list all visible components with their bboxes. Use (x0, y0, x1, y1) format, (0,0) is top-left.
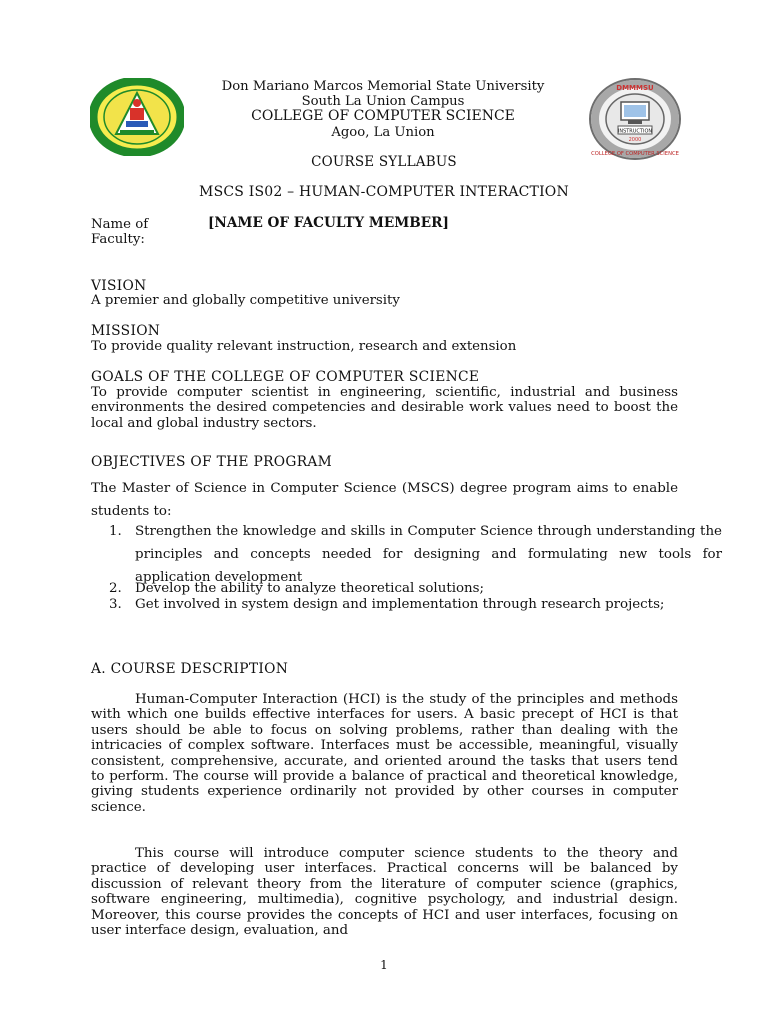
course-description-paragraph-2: This course will introduce computer science students to the theory and practice of developing user interfaces. Practical concerns will be balanced by discussion of relevant theory from the literature of computer science (graphics, software engineering, multimedia), cognitive psychology, and industrial design. Moreover, this course provides the concepts of HCI and user interfaces, focusing on user interface design, evaluation, and (91, 846, 678, 939)
course-description-heading: A. COURSE DESCRIPTION (91, 661, 289, 677)
objective-text: Develop the ability to analyze theoretical solutions; (135, 581, 485, 596)
mission-text: To provide quality relevant instruction, research and extension (91, 339, 517, 354)
objective-number: 2. (109, 581, 122, 596)
college-location: Agoo, La Union (331, 125, 435, 140)
objective-text: Get involved in system design and implementation through research projects; (135, 596, 665, 612)
goals-text: To provide computer scientist in engineering, scientific, industrial and business environments the desired competencies and desirable work values need to boost the local and global industry sectors. (91, 385, 678, 431)
objective-number: 3. (109, 596, 122, 612)
mission-heading: MISSION (91, 323, 161, 339)
objectives-intro: The Master of Science in Computer Science (MSCS) degree program aims to enable students to: (91, 481, 678, 519)
objective-number: 1. (109, 524, 122, 539)
objective-item (109, 593, 722, 616)
course-description-paragraph-1: Human-Computer Interaction (HCI) is the study of the principles and methods with which one builds effective interfaces for users. A basic precept of HCI is that users should be able to focus on solving problems, rather than dealing with the intricacies of complex software. Interfaces must be accessible, meaningful, visually consistent, comprehensive, accurate, and oriented around the tasks that users tend to perform. The course will provide a balance of practical and theoretical knowledge, giving students experience ordinarily not provided by other courses in computer science. (91, 692, 678, 815)
right-logo-ring-top: DMMMSU (616, 84, 654, 92)
document-type: COURSE SYLLABUS (311, 154, 457, 170)
page-number: 1 (380, 958, 388, 972)
college-name: COLLEGE OF COMPUTER SCIENCE (251, 108, 515, 124)
course-title: MSCS IS02 – HUMAN-COMPUTER INTERACTION (199, 184, 569, 200)
vision-heading: VISION (91, 278, 147, 294)
objective-text: Strengthen the knowledge and skills in Computer Science through understanding the principles and concepts needed for designing and formulating new tools for application development (135, 524, 722, 585)
faculty-name-value: [NAME OF FACULTY MEMBER] (208, 215, 449, 231)
objectives-heading: OBJECTIVES OF THE PROGRAM (91, 454, 333, 470)
campus-name: South La Union Campus (301, 94, 465, 109)
right-logo-year: 2000 (628, 137, 642, 143)
faculty-label-line1: Name of (91, 217, 149, 232)
university-name: Don Mariano Marcos Memorial State University (221, 79, 545, 94)
objectives-list (91, 520, 722, 616)
faculty-label-line2: Faculty: (91, 232, 145, 247)
objective-item (109, 520, 722, 589)
right-logo-center-text: INSTRUCTION (617, 128, 653, 135)
right-logo-ring-bottom: COLLEGE OF COMPUTER SCIENCE (591, 151, 679, 157)
vision-text: A premier and globally competitive university (91, 293, 400, 308)
goals-heading: GOALS OF THE COLLEGE OF COMPUTER SCIENCE (91, 369, 480, 385)
